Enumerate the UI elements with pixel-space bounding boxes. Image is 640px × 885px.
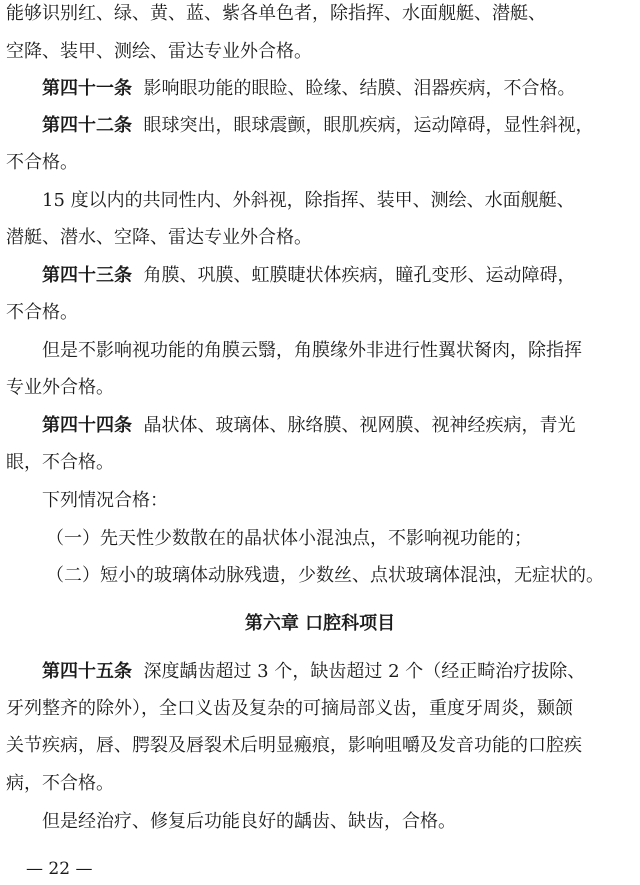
text-line: 空降、装甲、测绘、雷达专业外合格。 — [6, 41, 312, 62]
text-line: 15 度以内的共同性内、外斜视，除指挥、装甲、测绘、水面舰艇、 — [42, 190, 575, 211]
article-number: 第四十五条 — [42, 661, 132, 682]
list-item: （二）短小的玻璃体动脉残遗，少数丝、点状玻璃体混浊，无症状的。 — [46, 565, 604, 586]
text-line: 下列情况合格： — [42, 490, 168, 511]
article-41 — [0, 77, 640, 101]
text-line: 不合格。 — [6, 302, 78, 323]
text-line: 专业外合格。 — [6, 377, 114, 398]
article-text: 影响眼功能的眼睑、睑缘、结膜、泪器疾病，不合格。 — [143, 78, 576, 99]
article-text: 深度龋齿超过 3 个，缺齿超过 2 个（经正畸治疗拔除、 — [143, 661, 586, 682]
chapter-title: 第六章 口腔科项目 — [244, 613, 396, 634]
text-line: 潜艇、潜水、空降、雷达专业外合格。 — [6, 227, 312, 248]
article-number: 第四十三条 — [42, 265, 132, 286]
text-line: 但是不影响视功能的角膜云翳，角膜缘外非进行性翼状胬肉，除指挥 — [42, 340, 582, 361]
text-line: 但是经治疗、修复后功能良好的龋齿、缺齿，合格。 — [42, 811, 456, 832]
article-text: 晶状体、玻璃体、脉络膜、视网膜、视神经疾病，青光 — [143, 415, 576, 436]
text-line: 眼，不合格。 — [6, 452, 114, 473]
article-45 — [0, 660, 640, 684]
text-line: 关节疾病，唇、腭裂及唇裂术后明显瘢痕，影响咀嚼及发音功能的口腔疾 — [6, 735, 582, 756]
article-number: 第四十二条 — [42, 115, 132, 136]
text-line: 病，不合格。 — [6, 773, 114, 794]
article-44 — [0, 414, 640, 438]
list-item: （一）先天性少数散在的晶状体小混浊点，不影响视功能的； — [46, 528, 532, 549]
text-line: 不合格。 — [6, 152, 78, 173]
article-43 — [0, 264, 640, 288]
page-number: — 22 — — [26, 859, 93, 879]
text-line: 牙列整齐的除外），全口义齿及复杂的可摘局部义齿，重度牙周炎，颞颌 — [6, 698, 573, 719]
article-number: 第四十四条 — [42, 415, 132, 436]
article-text: 角膜、巩膜、虹膜睫状体疾病，瞳孔变形、运动障碍， — [143, 265, 576, 286]
article-text: 眼球突出，眼球震颤，眼肌疾病，运动障碍，显性斜视， — [143, 115, 594, 136]
text-line: 能够识别红、绿、黄、蓝、紫各单色者，除指挥、水面舰艇、潜艇、 — [6, 3, 546, 24]
article-42 — [0, 114, 640, 138]
article-number: 第四十一条 — [42, 78, 132, 99]
